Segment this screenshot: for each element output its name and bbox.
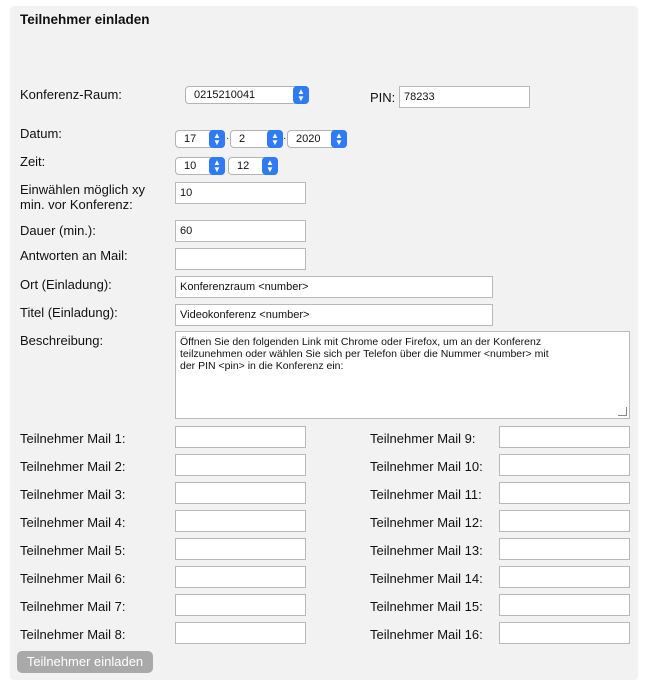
date-year-value: 2020 [296, 133, 321, 145]
participant-mail-input-8[interactable] [175, 622, 306, 644]
participant-mail-label-8: Teilnehmer Mail 8: [20, 627, 126, 642]
date-month-select[interactable] [230, 130, 283, 148]
description-line: teilzunehmen oder wählen Sie sich per Telefon über die Nummer <number> mit [180, 348, 549, 360]
dialin-input[interactable]: 10 [175, 182, 306, 204]
chevron-updown-icon: ▲ ▼ [293, 86, 309, 104]
description-line: der PIN <pin> in die Konferenz ein: [180, 360, 344, 372]
participant-mail-label-4: Teilnehmer Mail 4: [20, 515, 126, 530]
form-title: Teilnehmer einladen [20, 12, 150, 27]
date-day-value: 17 [184, 133, 197, 145]
participant-mail-label-16: Teilnehmer Mail 16: [370, 627, 483, 642]
participant-mail-input-4[interactable] [175, 510, 306, 532]
participant-mail-label-13: Teilnehmer Mail 13: [370, 543, 483, 558]
participant-mail-input-9[interactable] [499, 426, 630, 448]
date-day-select[interactable] [175, 130, 225, 148]
pin-label: PIN: [370, 90, 396, 105]
participant-mail-label-14: Teilnehmer Mail 14: [370, 571, 483, 586]
participant-mail-input-5[interactable] [175, 538, 306, 560]
invite-participants-button[interactable]: Teilnehmer einladen [17, 651, 153, 673]
participant-mail-input-7[interactable] [175, 594, 306, 616]
chevron-updown-icon: ▲ ▼ [267, 130, 283, 148]
participant-mail-label-11: Teilnehmer Mail 11: [370, 487, 482, 502]
subject-label: Titel (Einladung): [20, 305, 118, 320]
participant-mail-input-16[interactable] [499, 622, 630, 644]
reply-email-input[interactable] [175, 248, 306, 270]
participant-mail-label-5: Teilnehmer Mail 5: [20, 543, 126, 558]
participant-mail-input-11[interactable] [499, 482, 630, 504]
date-label: Datum: [20, 126, 62, 141]
participant-mail-input-15[interactable] [499, 594, 630, 616]
participant-mail-label-3: Teilnehmer Mail 3: [20, 487, 126, 502]
description-textarea[interactable] [175, 331, 630, 419]
subject-input[interactable]: Videokonferenz <number> [175, 304, 493, 326]
room-label: Konferenz-Raum: [20, 87, 122, 102]
time-hour-select[interactable] [175, 157, 225, 175]
time-minute-value: 12 [237, 160, 250, 172]
resize-grip-icon[interactable] [618, 407, 627, 416]
date-separator: · [226, 133, 230, 144]
chevron-updown-icon: ▲ ▼ [209, 157, 225, 175]
participant-mail-label-7: Teilnehmer Mail 7: [20, 599, 126, 614]
room-select[interactable] [185, 86, 309, 104]
dialin-label [20, 182, 145, 212]
participant-mail-input-13[interactable] [499, 538, 630, 560]
location-label: Ort (Einladung): [20, 277, 112, 292]
description-line: Öffnen Sie den folgenden Link mit Chrome oder Firefox, um an der Konferenz [180, 336, 542, 348]
participant-mail-input-1[interactable] [175, 426, 306, 448]
chevron-updown-icon: ▲ ▼ [262, 157, 278, 175]
participant-mail-input-12[interactable] [499, 510, 630, 532]
time-label: Zeit: [20, 154, 46, 169]
participant-mail-label-6: Teilnehmer Mail 6: [20, 571, 126, 586]
date-year-select[interactable] [287, 130, 347, 148]
dialin-label-line2: min. vor Konferenz: [20, 197, 133, 212]
participant-mail-input-3[interactable] [175, 482, 306, 504]
participant-mail-label-10: Teilnehmer Mail 10: [370, 459, 483, 474]
room-select-value: 0215210041 [194, 89, 256, 101]
date-month-value: 2 [239, 133, 246, 145]
participant-mail-label-1: Teilnehmer Mail 1: [20, 431, 126, 446]
location-input[interactable]: Konferenzraum <number> [175, 276, 493, 298]
participant-mail-label-9: Teilnehmer Mail 9: [370, 431, 476, 446]
dialin-label-line1: Einwählen möglich xy [20, 182, 146, 197]
chevron-updown-icon: ▲ ▼ [209, 130, 225, 148]
participant-mail-input-6[interactable] [175, 566, 306, 588]
chevron-updown-icon: ▲ ▼ [331, 130, 347, 148]
duration-input[interactable]: 60 [175, 220, 306, 242]
participant-mail-label-2: Teilnehmer Mail 2: [20, 459, 126, 474]
participant-mail-label-12: Teilnehmer Mail 12: [370, 515, 483, 530]
reply-label: Antworten an Mail: [20, 248, 128, 263]
duration-label: Dauer (min.): [20, 223, 96, 238]
participant-mail-input-10[interactable] [499, 454, 630, 476]
pin-input[interactable]: 78233 [399, 86, 530, 108]
time-hour-value: 10 [184, 160, 197, 172]
description-label: Beschreibung: [20, 333, 104, 348]
participant-mail-input-2[interactable] [175, 454, 306, 476]
participant-mail-label-15: Teilnehmer Mail 15: [370, 599, 483, 614]
participant-mail-input-14[interactable] [499, 566, 630, 588]
time-minute-select[interactable] [228, 157, 278, 175]
date-separator: · [283, 133, 287, 144]
